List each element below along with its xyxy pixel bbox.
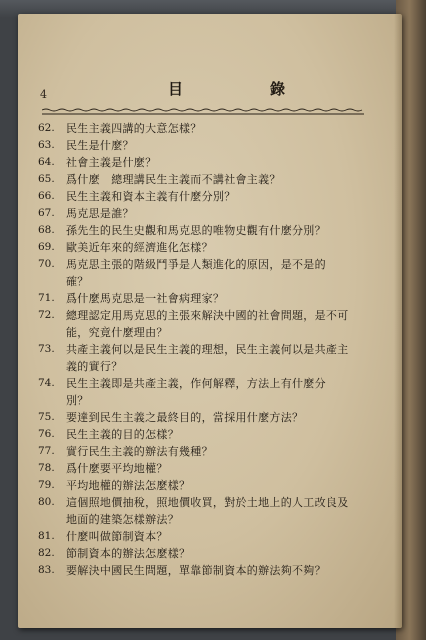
- toc-entry-text: 共產主義何以是民生主義的理想，民生主義何以是共產主: [66, 343, 349, 356]
- toc-entry: [38, 171, 368, 188]
- toc-entry: [38, 341, 368, 375]
- toc-entry-number: 72.: [38, 309, 55, 321]
- toc-entry-number: 83.: [38, 564, 55, 576]
- toc-entry-text: 民生主義四講的大意怎樣？: [66, 122, 202, 135]
- toc-entry-text: 孫先生的民生史觀和馬克思的唯物史觀有什麼分別？: [66, 224, 326, 237]
- toc-entry-text: 社會主義是什麼？: [66, 156, 157, 169]
- toc-entry: [38, 443, 368, 460]
- toc-entry-number: 71.: [38, 292, 55, 304]
- toc-entry-number: 62.: [38, 122, 55, 134]
- page-edge-shadow: [394, 14, 402, 628]
- toc-entry: [38, 562, 368, 579]
- toc-entry-text: 要達到民生主義之最終目的，當採用什麼方法？: [66, 411, 304, 424]
- page-header: [40, 74, 370, 108]
- toc-list: [38, 120, 368, 579]
- toc-entry: [38, 154, 368, 171]
- toc-entry-number: 65.: [38, 173, 55, 185]
- toc-entry: [38, 494, 368, 528]
- toc-entry: [38, 409, 368, 426]
- toc-entry-text: 平均地權的辦法怎麼樣？: [66, 479, 191, 492]
- toc-entry: [38, 375, 368, 409]
- toc-entry-number: 64.: [38, 156, 55, 168]
- toc-entry-text: 民生是什麼？: [66, 139, 134, 152]
- toc-entry: [38, 256, 368, 290]
- toc-entry: [38, 477, 368, 494]
- toc-entry: [38, 188, 368, 205]
- toc-entry: [38, 239, 368, 256]
- toc-entry-text: 什麼叫做節制資本？: [66, 530, 168, 543]
- toc-entry-text: 地面的建築怎樣辦法？: [66, 513, 179, 526]
- toc-entry-number: 73.: [38, 343, 55, 355]
- toc-entry-text: 實行民生主義的辦法有幾種？: [66, 445, 213, 458]
- toc-entry-number: 70.: [38, 258, 55, 270]
- toc-entry-number: 80.: [38, 496, 55, 508]
- toc-entry-text: 能，究竟什麼理由？: [66, 326, 168, 339]
- toc-entry-text: 義的實行？: [66, 360, 123, 373]
- toc-entry-number: 82.: [38, 547, 55, 559]
- header-wavy-rule: [42, 108, 364, 116]
- toc-entry-text: 要解決中國民生問題，單靠節制資本的辦法夠不夠？: [66, 564, 326, 577]
- toc-entry: [38, 545, 368, 562]
- toc-entry-text: 歐美近年來的經濟進化怎樣？: [66, 241, 213, 254]
- toc-entry-text: 總理認定用馬克思的主張來解決中國的社會問題，是不可: [66, 309, 349, 322]
- toc-entry: [38, 460, 368, 477]
- toc-entry-text: 這個照地價抽稅，照地價收買，對於土地上的人工改良及: [66, 496, 349, 509]
- toc-entry-number: 74.: [38, 377, 55, 389]
- toc-entry-text: 民生主義的目的怎樣？: [66, 428, 179, 441]
- toc-entry: [38, 137, 368, 154]
- toc-entry-number: 63.: [38, 139, 55, 151]
- toc-entry: [38, 120, 368, 137]
- toc-entry: [38, 205, 368, 222]
- toc-entry-number: 76.: [38, 428, 55, 440]
- page-number: 4: [40, 88, 47, 101]
- toc-entry-number: 68.: [38, 224, 55, 236]
- toc-entry: [38, 290, 368, 307]
- toc-entry-number: 79.: [38, 479, 55, 491]
- toc-entry-text: 馬克思主張的階級鬥爭是人類進化的原因，是不是的: [66, 258, 326, 271]
- toc-entry: [38, 222, 368, 239]
- toc-entry-text: 別？: [66, 394, 89, 407]
- toc-entry-number: 81.: [38, 530, 55, 542]
- toc-entry-number: 75.: [38, 411, 55, 423]
- page-title-char-2: 錄: [270, 80, 286, 98]
- toc-entry-number: 66.: [38, 190, 55, 202]
- toc-entry-text: 爲什麼要平均地權？: [66, 462, 168, 475]
- toc-entry-text: 爲什麼馬克思是一社會病理家？: [66, 292, 225, 305]
- toc-entry-text: 民生主義即是共產主義，作何解釋，方法上有什麼分: [66, 377, 326, 390]
- toc-entry-text: 確？: [66, 275, 89, 288]
- toc-entry-text: 爲什麼 總理講民生主義而不講社會主義？: [66, 173, 281, 186]
- toc-entry: [38, 528, 368, 545]
- toc-entry-number: 78.: [38, 462, 55, 474]
- toc-entry-number: 67.: [38, 207, 55, 219]
- toc-entry-number: 77.: [38, 445, 55, 457]
- toc-entry-number: 69.: [38, 241, 55, 253]
- toc-entry: [38, 426, 368, 443]
- toc-entry-text: 節制資本的辦法怎麼樣？: [66, 547, 191, 560]
- toc-entry-text: 民生主義和資本主義有什麼分別？: [66, 190, 236, 203]
- page-title-char-1: 目: [168, 80, 184, 98]
- toc-entry: [38, 307, 368, 341]
- toc-entry-text: 馬克思是誰？: [66, 207, 134, 220]
